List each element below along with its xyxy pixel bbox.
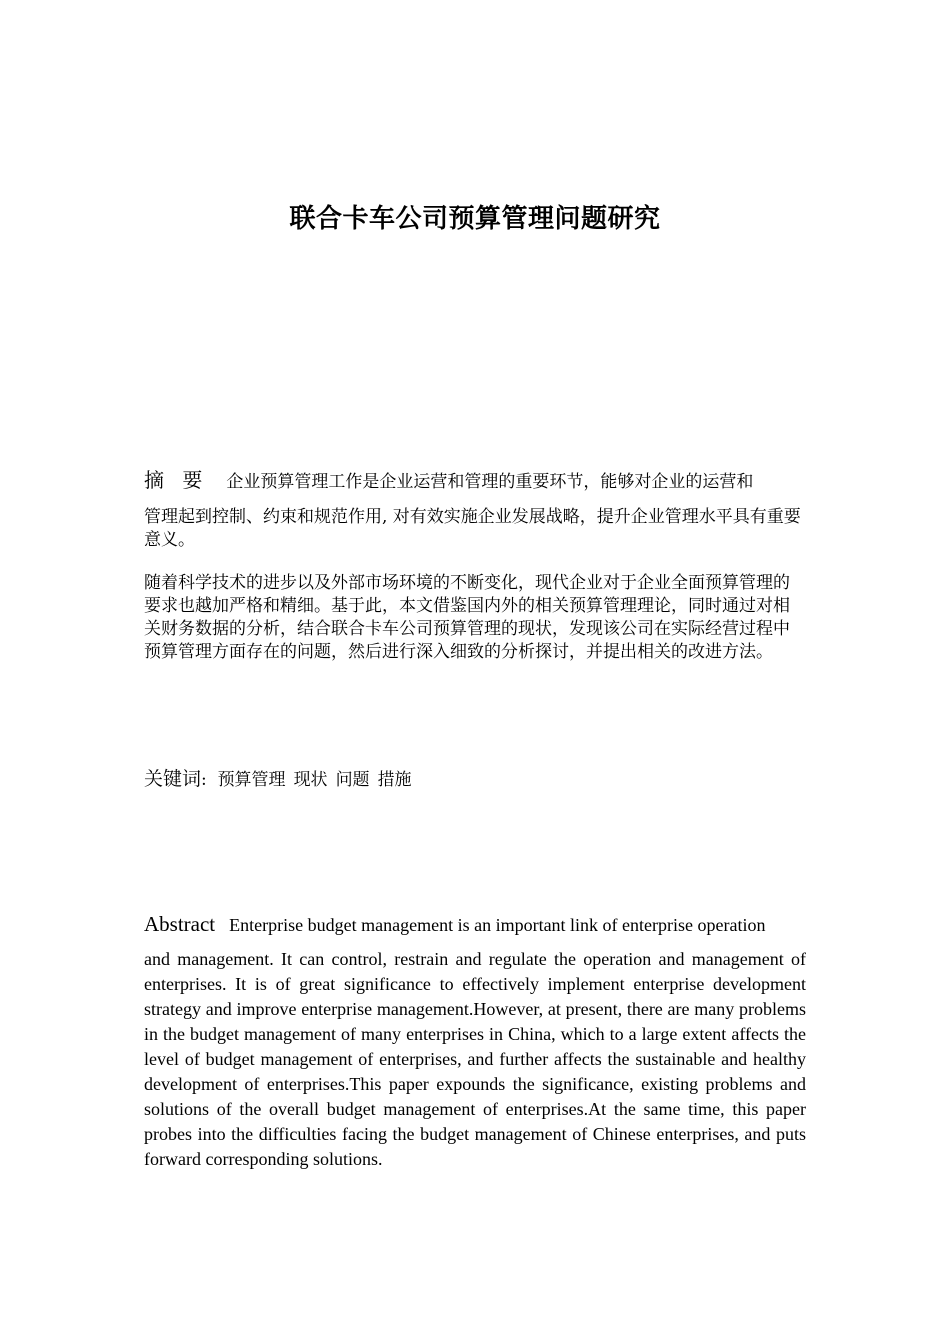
abstract-cn-first-line <box>144 466 806 496</box>
abstract-cn-paragraph-2: 随着科学技术的进步以及外部市场环境的不断变化，现代企业对于企业全面预算管理的要求也越加严格和精细。基于此，本文借鉴国内外的相关预算管理理论，同时通过对相关财务数据的分析，结合联合卡车公司预算管理的现状，发现该公司在实际经营过程中预算管理方面存在的问题，然后进行深入细致的分析探讨，并提出相关的改进方法。 <box>144 573 790 662</box>
abstract-cn-first-text: 企业预算管理工作是企业运营和管理的重要环节，能够对企业的运营和 <box>226 472 754 492</box>
abstract-en-first-line <box>144 910 806 939</box>
page-title: 联合卡车公司预算管理问题研究 <box>289 204 661 234</box>
abstract-cn-paragraph-1: 管理起到控制、约束和规范作用, 对有效实施企业发展战略，提升企业管理水平具有重要意义。 <box>144 507 801 550</box>
abstract-en-first-text: Enterprise budget management is an important link of enterprise operation <box>229 915 766 935</box>
keywords-separator: : <box>201 770 207 790</box>
keywords-line <box>144 764 420 791</box>
keyword-term: 措施 <box>377 770 412 790</box>
abstract-cn-label: 摘 要 <box>144 468 209 492</box>
keyword-term: 问题 <box>335 770 370 790</box>
keyword-term: 预算管理 <box>217 770 286 790</box>
keywords-label: 关键词 <box>144 768 202 790</box>
keyword-term: 现状 <box>293 770 328 790</box>
abstract-en-paragraph: and management. It can control, restrain and regulate the operation and management of enterprises. It is of great significance to effectively implement enterprise development strategy and improve enterprise management.However, at present, there are many problems in the budget management of many enterprises in China, which to a large extent affects the level of budget management of enterprises, and further affects the sustainable and healthy development of enterprises.This paper expounds the significance, existing problems and solutions of the overall budget management of enterprises.At the same time, this paper probes into the difficulties facing the budget management of Chinese enterprises, and puts forward corresponding solutions. <box>144 949 806 1169</box>
abstract-en-label: Abstract <box>144 912 216 936</box>
